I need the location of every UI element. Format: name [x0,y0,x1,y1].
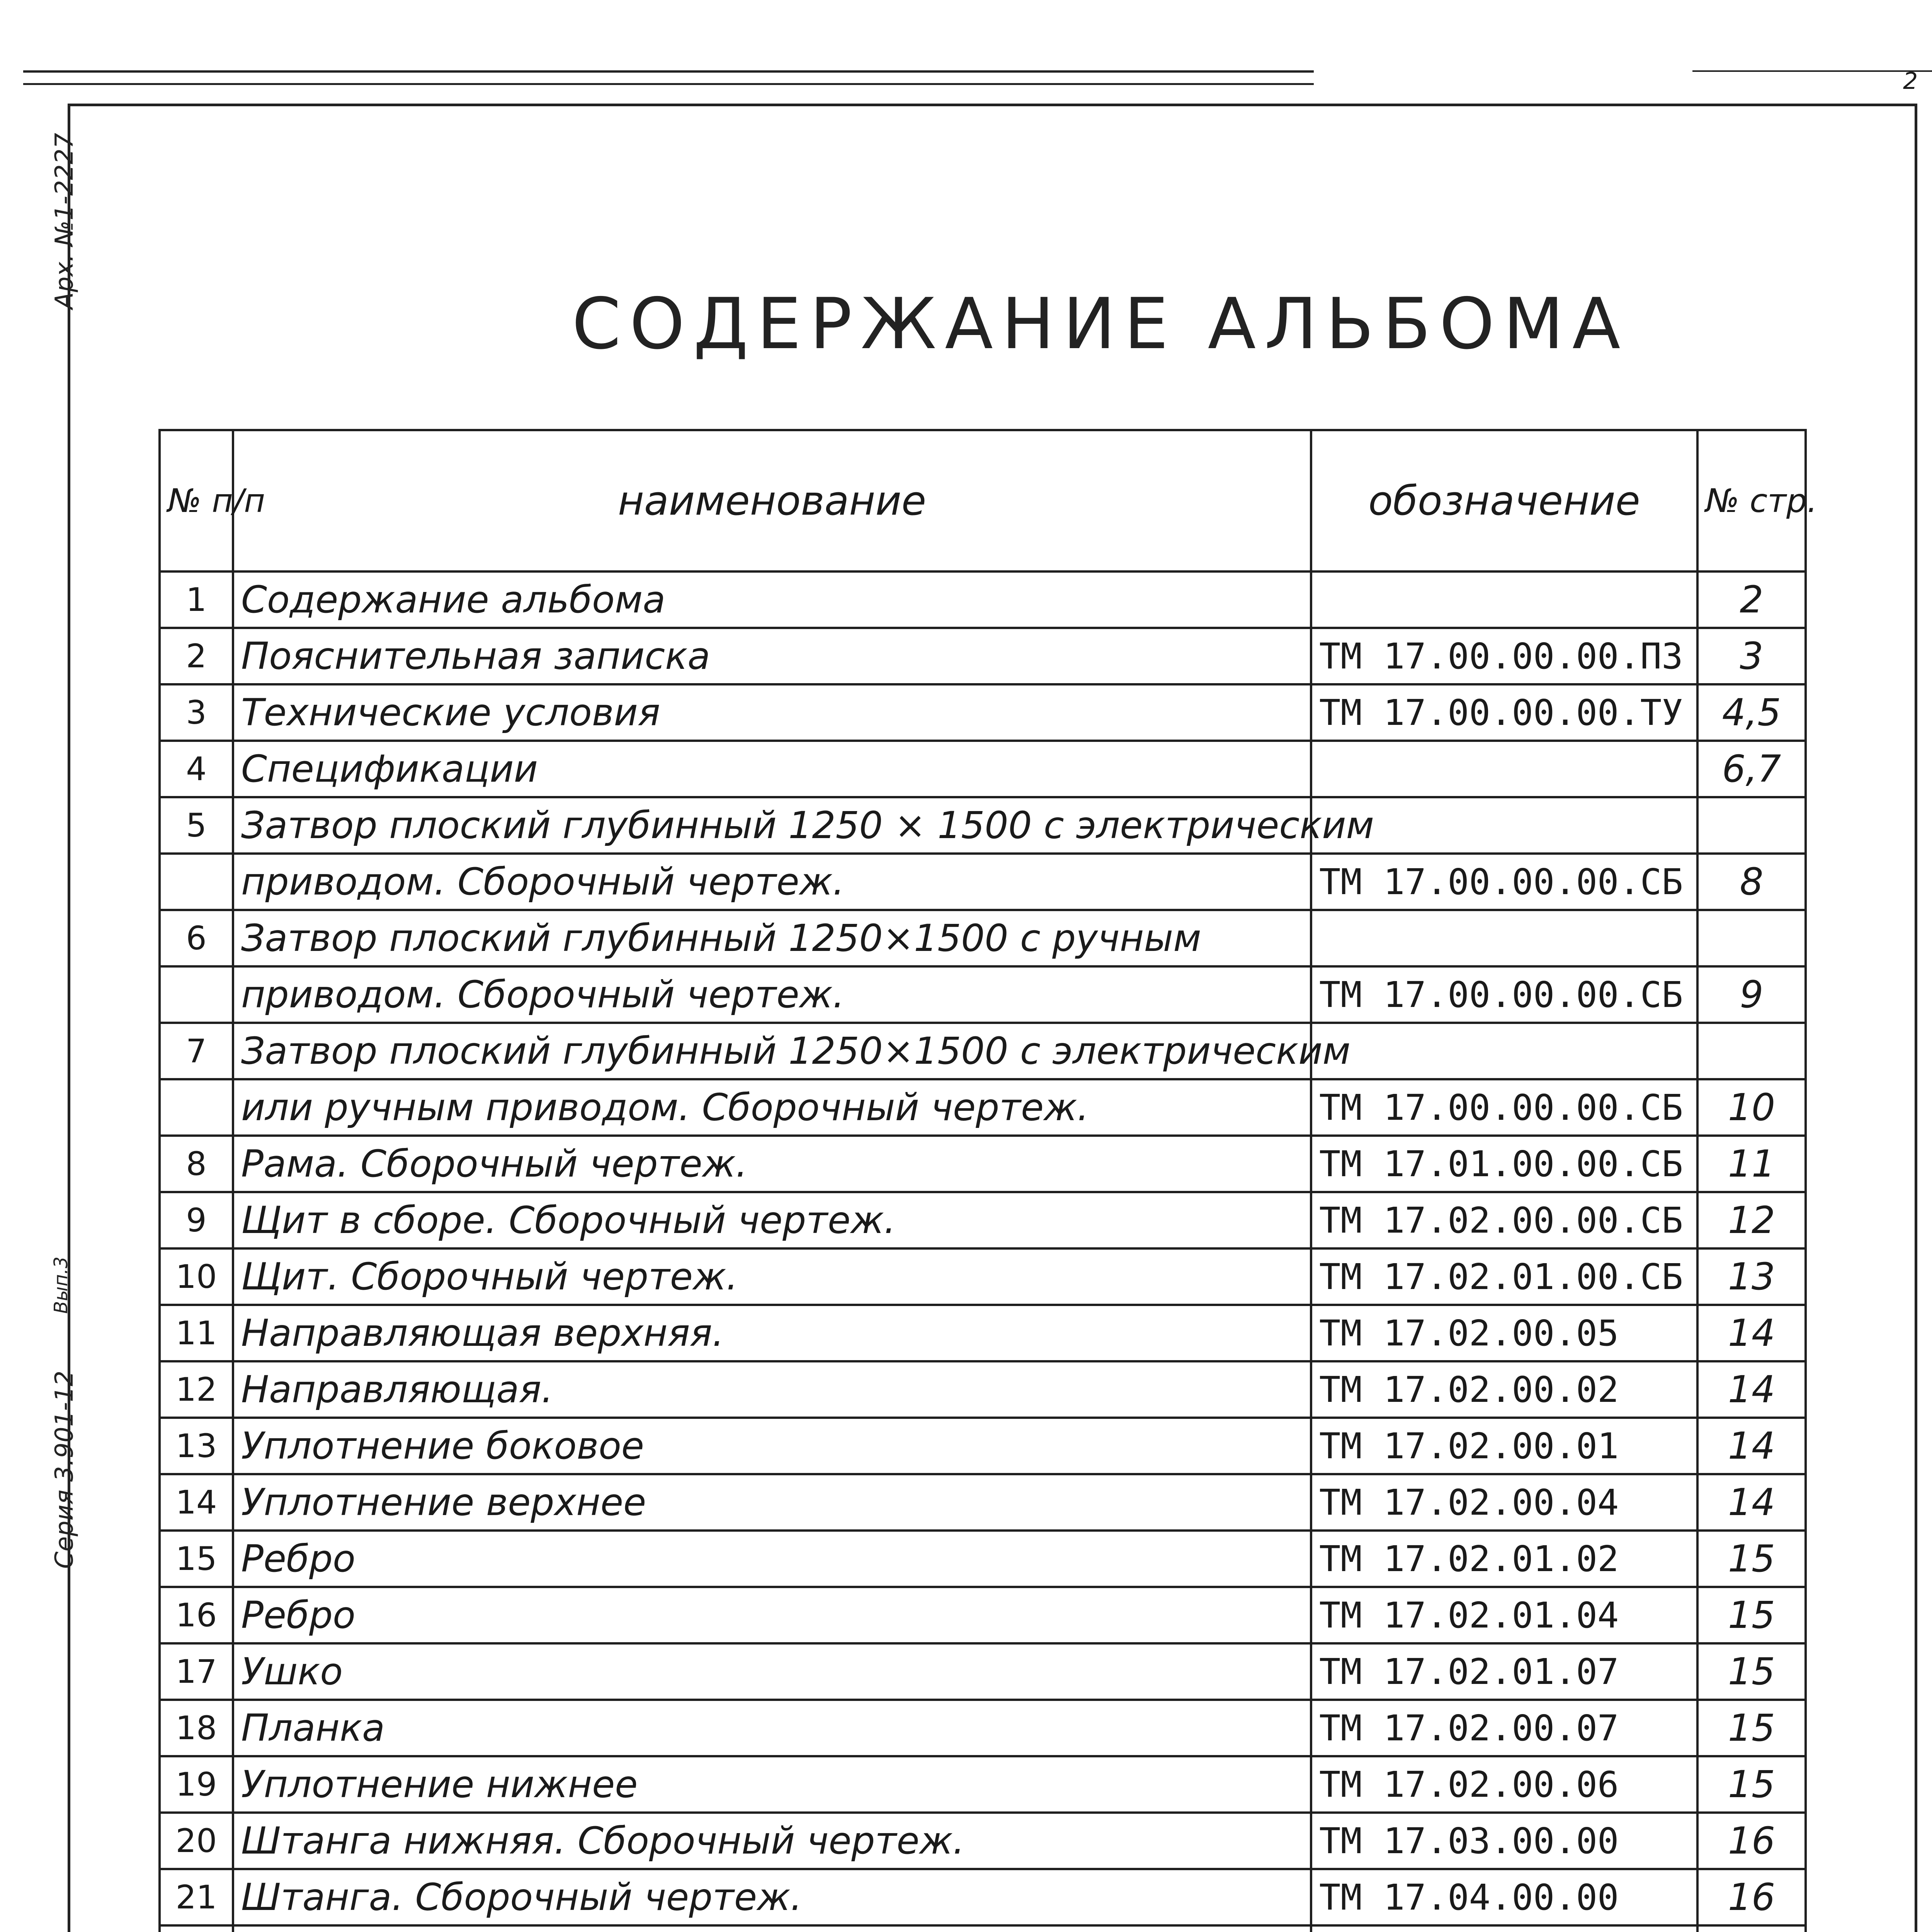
row-number [160,1925,233,1932]
row-page: 12 [1697,1192,1806,1248]
header-num: № п/п [160,430,233,571]
row-name: приводом. Сборочный чертеж. [233,854,1311,910]
row-code [1311,1023,1697,1079]
table-row [160,684,1806,741]
row-page: 10 [1697,1079,1806,1136]
row-name: Щит. Сборочный чертеж. [233,1248,1311,1305]
row-code: ТМ 17.00.00.00.СБ [1311,854,1697,910]
frame-right [1915,104,1917,1932]
table-row [160,1700,1806,1756]
row-number [160,854,233,910]
row-code: ТМ 17.02.01.07 [1311,1643,1697,1700]
series-label: Серия 3.901-12 [50,1371,79,1569]
row-code: ТМ 17.03.00.00 [1311,1813,1697,1869]
row-code [1311,741,1697,797]
row-name: Направляющая верхняя. [233,1305,1311,1361]
row-page: 11 [1697,1136,1806,1192]
table-row [160,1361,1806,1418]
row-number: 11 [160,1305,233,1361]
row-name: Рама. Сборочный чертеж. [233,1136,1311,1192]
row-name: Спецификации [233,741,1311,797]
row-name: Уплотнение верхнее [233,1474,1311,1531]
row-code: ТМ 17.02.00.07 [1311,1700,1697,1756]
row-code: ТМ 17.02.01.00.СБ [1311,1248,1697,1305]
row-number: 4 [160,741,233,797]
top-rule-outer [23,70,1314,73]
table-row [160,1079,1806,1136]
row-number: 10 [160,1248,233,1305]
row-number: 2 [160,628,233,684]
row-number: 9 [160,1192,233,1248]
row-name: Уплотнение боковое [233,1418,1311,1474]
row-number: 7 [160,1023,233,1079]
table-row [160,1023,1806,1079]
row-name [233,1925,1311,1932]
row-code: ТМ 17.02.01.04 [1311,1587,1697,1643]
table-row [160,1305,1806,1361]
frame-left [68,104,70,1932]
row-code: ТМ 17.02.00.00.СБ [1311,1192,1697,1248]
header-row [160,430,1806,571]
table-row [160,1756,1806,1813]
table-row [160,1192,1806,1248]
row-name: Затвор плоский глубинный 1250 × 1500 с электрическим [233,797,1311,854]
row-code: ТМ 17.00.00.00.СБ [1311,966,1697,1023]
table-row [160,1248,1806,1305]
row-code [1311,910,1697,966]
row-page: 14 [1697,1474,1806,1531]
row-code [1311,571,1697,628]
table-row [160,1136,1806,1192]
row-code: ТМ 17.02.00.05 [1311,1305,1697,1361]
row-page [1697,910,1806,966]
row-number: 5 [160,797,233,854]
row-code: ТМ 17.01.00.00.СБ [1311,1136,1697,1192]
table-row [160,1869,1806,1925]
row-number: 1 [160,571,233,628]
row-name: Ребро [233,1531,1311,1587]
page-title: СОДЕРЖАНИЕ АЛЬБОМА [572,282,1629,365]
row-code: ТМ 17.04.00.00 [1311,1869,1697,1925]
row-name: Щит в сборе. Сборочный чертеж. [233,1192,1311,1248]
row-name: Планка [233,1700,1311,1756]
row-page: 3 [1697,628,1806,684]
row-name: Содержание альбома [233,571,1311,628]
issue-small-label: Вып.3 [50,1256,72,1314]
row-number: 3 [160,684,233,741]
row-name: Ребро [233,1587,1311,1643]
row-name: Затвор плоский глубинный 1250×1500 с электрическим [233,1023,1311,1079]
row-page: 8 [1697,854,1806,910]
table-body [160,571,1806,1932]
table-row [160,1418,1806,1474]
row-code: ТМ 17.02.00.04 [1311,1474,1697,1531]
row-page: 4,5 [1697,684,1806,741]
header-page: № стр. [1697,430,1806,571]
row-page [1697,797,1806,854]
row-page: 15 [1697,1756,1806,1813]
top-rule-right [1692,70,1932,72]
row-page: 9 [1697,966,1806,1023]
table-row [160,1643,1806,1700]
row-number: 17 [160,1643,233,1700]
header-code: обозначение [1311,430,1697,571]
table-row [160,571,1806,628]
row-number: 13 [160,1418,233,1474]
top-rule-inner [23,83,1314,85]
page-number: 2 [1903,68,1918,95]
row-code: ТМ 17.00.00.00.ТУ [1311,684,1697,741]
row-code [1311,1925,1697,1932]
row-number: 20 [160,1813,233,1869]
contents-table [158,429,1818,1932]
frame-top [68,104,1915,106]
row-name: или ручным приводом. Сборочный чертеж. [233,1079,1311,1136]
table-row [160,910,1806,966]
row-number [160,1079,233,1136]
row-name: приводом. Сборочный чертеж. [233,966,1311,1023]
row-page: 15 [1697,1700,1806,1756]
table-row [160,1474,1806,1531]
row-page: 15 [1697,1531,1806,1587]
row-code: ТМ 17.02.00.02 [1311,1361,1697,1418]
row-name: Затвор плоский глубинный 1250×1500 с ручным [233,910,1311,966]
row-name: Пояснительная записка [233,628,1311,684]
row-name: Направляющая. [233,1361,1311,1418]
row-name: Технические условия [233,684,1311,741]
row-name: Штанга нижняя. Сборочный чертеж. [233,1813,1311,1869]
row-code: ТМ 17.02.00.06 [1311,1756,1697,1813]
row-page: 16 [1697,1869,1806,1925]
row-number: 16 [160,1587,233,1643]
row-page [1697,1023,1806,1079]
row-code: ТМ 17.02.01.02 [1311,1531,1697,1587]
table-row [160,628,1806,684]
row-page: 15 [1697,1643,1806,1700]
row-number: 15 [160,1531,233,1587]
row-page: 15 [1697,1587,1806,1643]
table-row [160,1925,1806,1932]
row-name: Уплотнение нижнее [233,1756,1311,1813]
table-row [160,797,1806,854]
row-number: 6 [160,910,233,966]
row-number: 18 [160,1700,233,1756]
archive-number-label: Арх. №1-2227 [50,133,79,309]
row-page: 14 [1697,1361,1806,1418]
row-number: 19 [160,1756,233,1813]
row-page: 14 [1697,1305,1806,1361]
row-name: Штанга. Сборочный чертеж. [233,1869,1311,1925]
row-number [160,966,233,1023]
table-row [160,741,1806,797]
table-row [160,854,1806,910]
row-name: Ушко [233,1643,1311,1700]
row-page: 2 [1697,571,1806,628]
header-name: наименование [233,430,1311,571]
row-code: ТМ 17.00.00.00.ПЗ [1311,628,1697,684]
table-row [160,1531,1806,1587]
table-row [160,1587,1806,1643]
table-row [160,966,1806,1023]
row-page: 6,7 [1697,741,1806,797]
row-number: 8 [160,1136,233,1192]
table-row [160,1813,1806,1869]
row-page: 16 [1697,1813,1806,1869]
row-number: 14 [160,1474,233,1531]
row-page [1697,1925,1806,1932]
row-page: 13 [1697,1248,1806,1305]
row-number: 12 [160,1361,233,1418]
row-number: 21 [160,1869,233,1925]
row-code: ТМ 17.00.00.00.СБ [1311,1079,1697,1136]
row-code: ТМ 17.02.00.01 [1311,1418,1697,1474]
row-page: 14 [1697,1418,1806,1474]
